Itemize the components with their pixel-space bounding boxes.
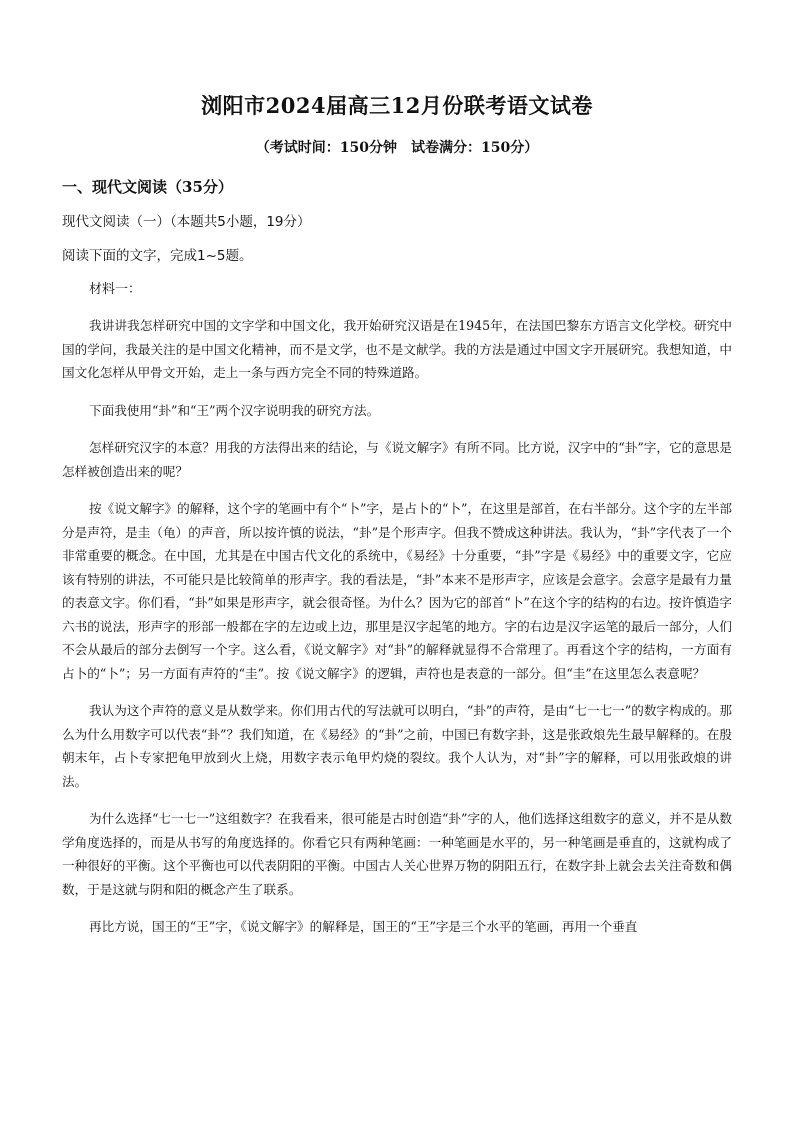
material-label: 材料一： bbox=[89, 282, 142, 297]
exam-title: 浏阳市2024届高三12月份联考语文试卷 bbox=[201, 93, 593, 118]
paragraph-4: 按《说文解字》的解释，这个字的笔画中有个“卜”字，是占卜的“卜”，在这里是部首，在右半部分。这个字的左半部分是声符，是圭（龟）的声音，所以按许慎的说法，“卦”是个形声字。但我不赞成这种讲法。我认为，“卦”字代表了一个非常重要的概念。在中国，尤其是在中国古代文化的系统中，《易经》十分重要，“卦”字是《易经》中的重要文字，它应该有特别的讲法，不可能只是比较简单的形声字。我的看法是，“卦”本来不是形声字，应该是会意字。会意字是最有力量的表意文字。你们看，“卦”如果是形声字，就会很奇怪。为什么？因为它的部首“卜”在这个字的结构的右边。按许慎造字六书的说法，形声字的形部一般都在字的左边或上边，那里是汉字起笔的地方。字的右边是汉字运笔的最后一部分，人们不会从最后的部分去倒写一个字。这么看，《说文解字》对“卦”的解释就显得不合常理了。再看这个字的结构，一方面有占卜的“卜”；另一方面有声符的“圭”。按《说文解字》的逻辑，声符也是表意的一部分。但“圭”在这里怎么表意呢？ bbox=[62, 501, 732, 681]
paragraph-3: 怎样研究汉字的本意？用我的方法得出来的结论，与《说文解字》有所不同。比方说，汉字中的“卦”字，它的意思是怎样被创造出来的呢？ bbox=[62, 440, 732, 479]
paragraph-5: 我认为这个声符的意义是从数学来。你们用古代的写法就可以明白，“卦”的声符，是由“七一七一”的数字构成的。那么为什么用数字可以代表“卦”？我们知道，在《易经》的“卦”之前，中国已有数字卦，这是张政烺先生最早解释的。在殷朝末年，占卜专家把龟甲放到火上烧，用数字表示龟甲灼烧的裂纹。我个人认为，对“卦”字的解释，可以用张政烺的讲法。 bbox=[62, 703, 732, 789]
paragraph-6: 为什么选择“七一七一”这组数字？在我看来，很可能是古时创造“卦”字的人，他们选择这组数字的意义，并不是从数学角度选择的，而是从书写的角度选择的。你看它只有两种笔画：一种笔画是水平的，另一种笔画是垂直的，这就构成了一种很好的平衡。这个平衡也可以代表阴阳的平衡。中国古人关心世界万物的阴阳五行，在数字卦上就会去关注奇数和偶数，于是这就与阴和阳的概念产生了联系。 bbox=[62, 811, 732, 897]
paragraph-2: 下面我使用“卦”和“王”两个汉字说明我的研究方法。 bbox=[89, 402, 380, 418]
paragraph-1: 我讲讲我怎样研究中国的文字学和中国文化，我开始研究汉语是在1945年，在法国巴黎东方语言文化学校。研究中国的学问，我最关注的是中国文化精神，而不是文学，也不是文献学。我的方法是通过中国文字开展研究。我想知道，中国文化怎样从甲骨文开始，走上一条与西方完全不同的特殊道路。 bbox=[62, 318, 732, 380]
paragraph-7: 再比方说，国王的“王”字，《说文解字》的解释是，国王的“王”字是三个水平的笔画，再用一个垂直 bbox=[89, 919, 638, 934]
reading-instruction: 阅读下面的文字，完成1~5题。 bbox=[62, 248, 253, 264]
section-heading: 一、现代文阅读（35分） bbox=[62, 178, 233, 196]
subsection-heading: 现代文阅读（一）（本题共5小题，19分） bbox=[62, 214, 311, 230]
exam-time-info: （考试时间：150分钟 试卷满分：150分） bbox=[255, 140, 539, 156]
